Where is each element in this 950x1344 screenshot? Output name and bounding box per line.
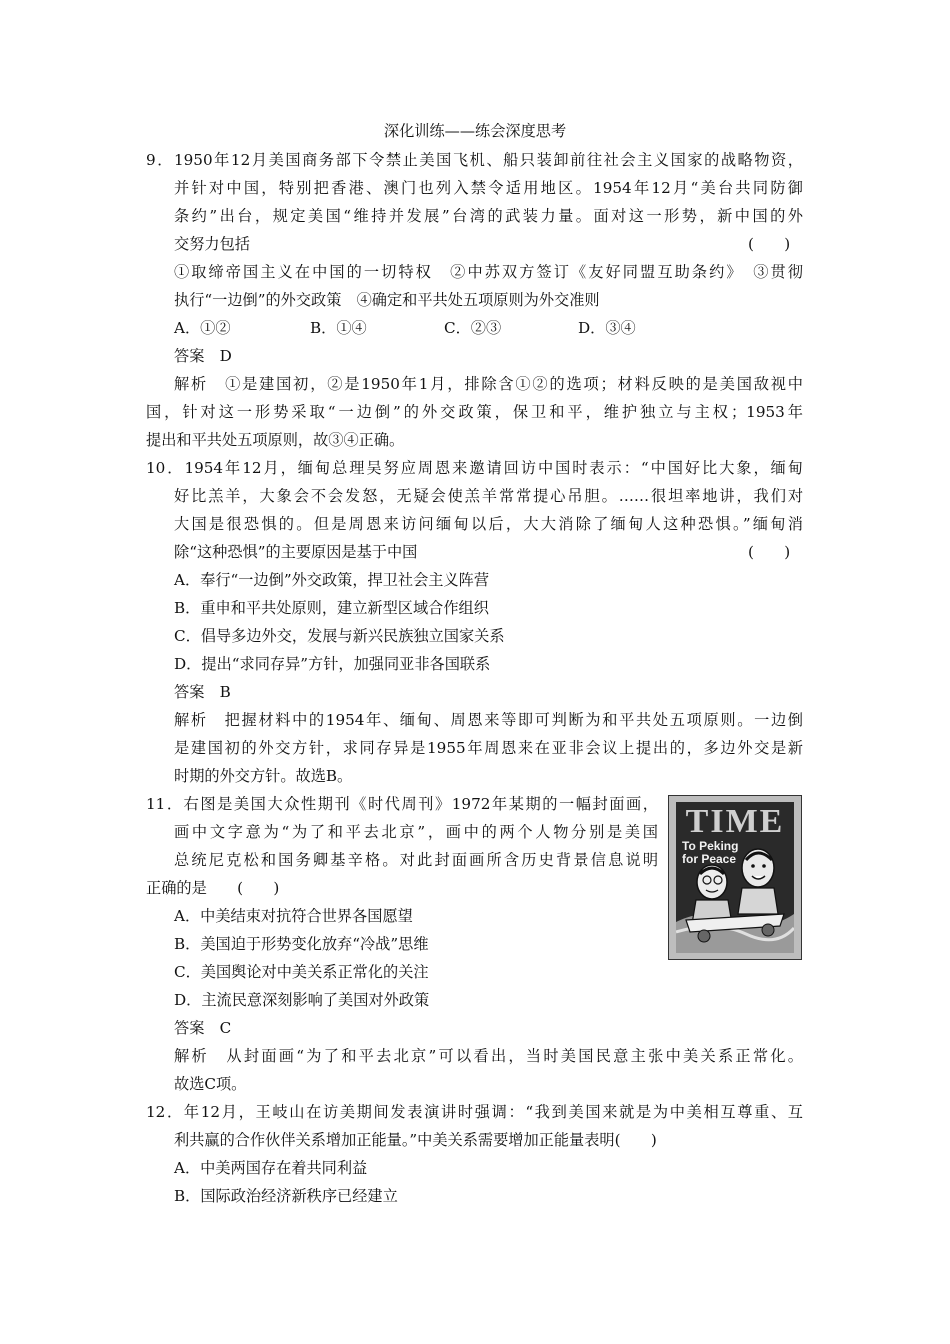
answer-line: 答案 D bbox=[174, 347, 232, 365]
option-b: B．国际政治经济新秩序已经建立 bbox=[174, 1187, 398, 1205]
explanation-line: 提出和平共处五项原则，故③④正确。 bbox=[146, 431, 405, 449]
question-10-stem-line: 10．1954年12月，缅甸总理吴努应周恩来邀请回访中国时表示：“中国好比大象，缅甸 bbox=[146, 459, 803, 477]
answer-line: 答案 C bbox=[174, 1019, 232, 1037]
answer-paren: ( ) bbox=[748, 235, 791, 253]
answer-line: 答案 B bbox=[174, 683, 231, 701]
question-12-stem-line: 利共赢的合作伙伴关系增加正能量。”中美关系需要增加正能量表明( ) bbox=[174, 1131, 657, 1149]
question-11-stem-line: 正确的是 ( ) bbox=[146, 879, 280, 897]
question-10-stem-line: 好比羔羊，大象会不会发怒，无疑会使羔羊常常提心吊胆。……很坦率地讲，我们对 bbox=[174, 487, 803, 505]
cover-masthead: TIME bbox=[685, 803, 785, 840]
answer-paren: ( ) bbox=[748, 543, 791, 561]
option-b: B．①④ bbox=[310, 319, 367, 337]
question-9-stem-line: 条约”出台，规定美国“维持并发展”台湾的武装力量。面对这一形势，新中国的外 bbox=[174, 207, 803, 225]
explanation-line: 解析 把握材料中的1954年、缅甸、周恩来等即可判断为和平共处五项原则。一边倒 bbox=[174, 711, 803, 729]
cover-artwork bbox=[676, 802, 794, 953]
explanation-line: 国，针对这一形势采取“一边倒”的外交政策，保卫和平，维护独立与主权；1953年 bbox=[146, 403, 803, 421]
option-d: D．主流民意深刻影响了美国对外政策 bbox=[174, 991, 430, 1009]
option-c: C．②③ bbox=[444, 319, 502, 337]
option-d: D．③④ bbox=[578, 319, 636, 337]
cover-caption: To Peking for Peace bbox=[682, 839, 739, 866]
page-title: 深化训练——练会深度思考 bbox=[383, 122, 567, 140]
question-11-stem-line: 总统尼克松和国务卿基辛格。对此封面画所含历史背景信息说明 bbox=[174, 851, 658, 869]
question-9-stem-line: 并针对中国，特别把香港、澳门也列入禁令适用地区。1954年12月“美台共同防御 bbox=[174, 179, 803, 197]
explanation-line: 解析 ①是建国初，②是1950年1月，排除含①②的选项；材料反映的是美国敌视中 bbox=[174, 375, 803, 393]
explanation-line: 解析 从封面画“为了和平去北京”可以看出，当时美国民意主张中美关系正常化。 bbox=[174, 1047, 803, 1065]
question-11-stem-line: 画中文字意为“为了和平去北京”，画中的两个人物分别是美国 bbox=[174, 823, 658, 841]
question-10-stem-line: 大国是很恐惧的。但是周恩来访问缅甸以后，大大消除了缅甸人这种恐惧。”缅甸消 bbox=[174, 515, 803, 533]
explanation-line: 时期的外交方针。故选B。 bbox=[174, 767, 353, 785]
question-9-stem-line: 交努力包括 bbox=[174, 235, 250, 253]
option-b: B．重申和平共处原则，建立新型区域合作组织 bbox=[174, 599, 489, 617]
explanation-line: 是建国初的外交方针，求同存异是1955年周恩来在亚非会议上提出的，多边外交是新 bbox=[174, 739, 803, 757]
question-9-statement-line: ①取缔帝国主义在中国的一切特权 ②中苏双方签订《友好同盟互助条约》 ③贯彻 bbox=[174, 263, 803, 281]
option-c: C．倡导多边外交，发展与新兴民族独立国家关系 bbox=[174, 627, 505, 645]
option-a: A．奉行“一边倒”外交政策，捍卫社会主义阵营 bbox=[174, 571, 490, 589]
option-a: A．①② bbox=[174, 319, 231, 337]
question-11-stem-line: 11．右图是美国大众性期刊《时代周刊》1972年某期的一幅封面画， bbox=[146, 795, 658, 813]
question-9-statement-line: 执行“一边倒”的外交政策 ④确定和平共处五项原则为外交准则 bbox=[174, 291, 600, 309]
question-12-stem-line: 12．年12月，王岐山在访美期间发表演讲时强调：“我到美国来就是为中美相互尊重、互 bbox=[146, 1103, 803, 1121]
question-9-stem-line: 9．1950年12月美国商务部下令禁止美国飞机、船只装卸前往社会主义国家的战略物资， bbox=[146, 151, 803, 169]
option-c: C．美国舆论对中美关系正常化的关注 bbox=[174, 963, 429, 981]
explanation-line: 故选C项。 bbox=[174, 1075, 247, 1093]
option-a: A．中美两国存在着共同利益 bbox=[174, 1159, 368, 1177]
question-10-stem-line: 除“这种恐惧”的主要原因是基于中国 bbox=[174, 543, 418, 561]
option-a: A．中美结束对抗符合世界各国愿望 bbox=[174, 907, 413, 925]
option-b: B．美国迫于形势变化放弃“冷战”思维 bbox=[174, 935, 429, 953]
option-d: D．提出“求同存异”方针，加强同亚非各国联系 bbox=[174, 655, 491, 673]
time-magazine-cover-image bbox=[668, 795, 802, 960]
